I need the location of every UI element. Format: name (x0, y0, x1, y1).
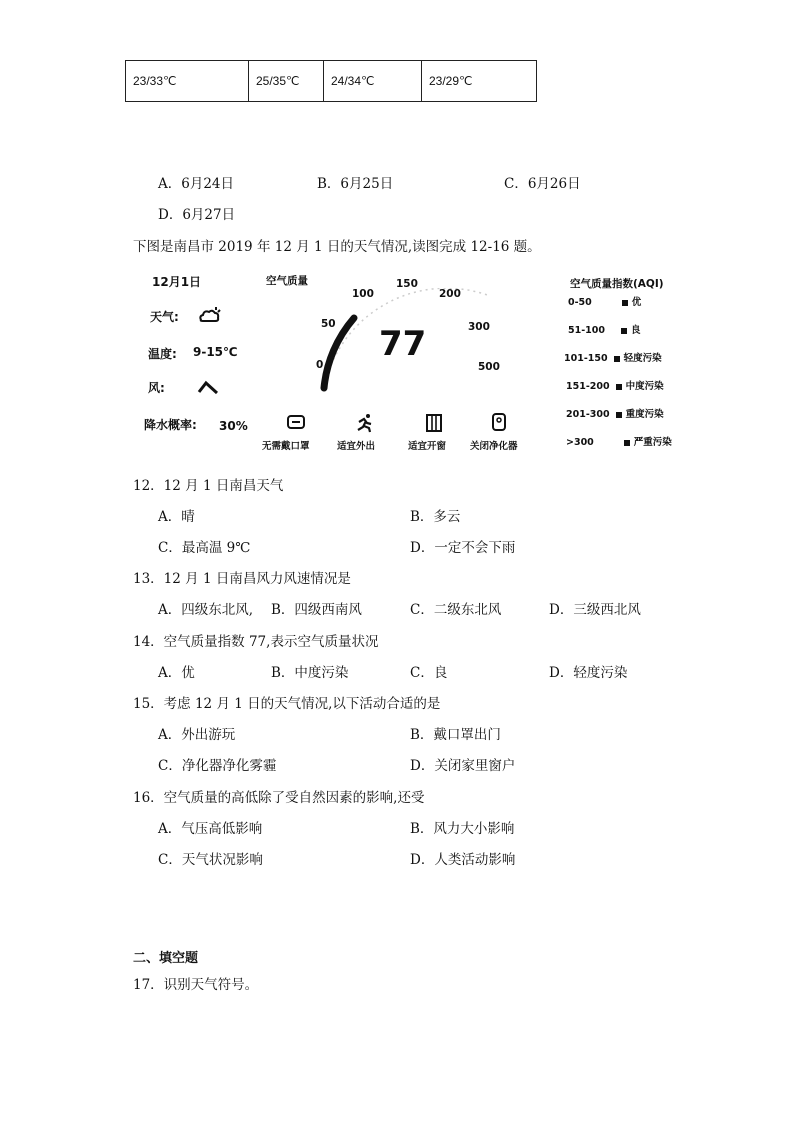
temp-label: 温度: (148, 347, 177, 361)
tip-open-window: 适宜开窗 (408, 441, 447, 452)
legend-range: 51-100 (568, 325, 605, 336)
q14-option-b: B．中度污染 (271, 665, 349, 681)
gauge-tick-150: 150 (396, 278, 418, 290)
aqi-value: 77 (379, 324, 427, 364)
legend-swatch (622, 300, 628, 306)
temp-value: 9-15℃ (193, 345, 238, 359)
q16-option-c: C．天气状况影响 (158, 852, 263, 868)
figure-intro: 下图是南昌市 2019 年 12 月 1 日的天气情况,读图完成 12-16 题。 (133, 239, 541, 255)
q13-option-d: D．三级西北风 (549, 602, 641, 618)
legend-item (566, 434, 672, 448)
q12-option-b: B．多云 (410, 509, 461, 525)
gauge-tick-300: 300 (468, 321, 490, 333)
q16-option-a: A．气压高低影响 (158, 821, 263, 837)
legend-item (568, 322, 641, 336)
q13-stem: 13．12 月 1 日南昌风力风速情况是 (133, 571, 351, 587)
precip-label: 降水概率: (144, 418, 197, 432)
q12-option-c: C．最高温 9℃ (158, 540, 251, 556)
legend-swatch (621, 328, 627, 334)
q14-stem: 14．空气质量指数 77,表示空气质量状况 (133, 634, 379, 650)
legend-item (568, 294, 641, 308)
legend-swatch (616, 412, 622, 418)
q13-option-c: C．二级东北风 (410, 602, 502, 618)
legend-range: 101-150 (564, 353, 608, 364)
wind-arrow-icon (196, 378, 220, 396)
tip-go-out: 适宜外出 (337, 441, 376, 452)
q15-option-d: D．关闭家里窗户 (410, 758, 516, 774)
aqi-legend-title: 空气质量指数(AQI) (570, 278, 664, 290)
legend-range: 201-300 (566, 409, 610, 420)
legend-swatch (624, 440, 630, 446)
q15-option-b: B．戴口罩出门 (410, 727, 501, 743)
q16-option-d: D．人类活动影响 (410, 852, 516, 868)
q11-option-a: A．6月24日 (158, 176, 235, 192)
q12-option-a: A．晴 (158, 509, 195, 525)
legend-range: 151-200 (566, 381, 610, 392)
running-person-icon (355, 413, 375, 433)
air-quality-title: 空气质量 (266, 275, 308, 287)
legend-swatch (614, 356, 620, 362)
q15-option-a: A．外出游玩 (158, 727, 236, 743)
legend-label: 轻度污染 (623, 353, 662, 364)
weather-label: 天气: (150, 310, 179, 324)
gauge-tick-200: 200 (439, 288, 461, 300)
legend-swatch (616, 384, 622, 390)
q14-option-c: C．良 (410, 665, 448, 681)
q11-option-c: C．6月26日 (504, 176, 581, 192)
legend-item (564, 350, 662, 364)
legend-label: 严重污染 (633, 437, 672, 448)
weather-figure (140, 268, 685, 458)
q11-option-d: D．6月27日 (158, 207, 236, 223)
q13-option-a: A．四级东北风, (158, 602, 254, 618)
table-row (126, 61, 537, 102)
q12-option-d: D．一定不会下雨 (410, 540, 516, 556)
q15-stem: 15．考虑 12 月 1 日的天气情况,以下活动合适的是 (133, 696, 441, 712)
table-cell: 23/33℃ (126, 61, 249, 102)
q16-option-b: B．风力大小影响 (410, 821, 515, 837)
legend-item (566, 378, 664, 392)
legend-label: 重度污染 (625, 409, 664, 420)
figure-date: 12月1日 (152, 275, 202, 289)
legend-label: 中度污染 (625, 381, 664, 392)
gauge-tick-100: 100 (352, 288, 374, 300)
window-icon (424, 413, 444, 433)
air-purifier-icon (490, 412, 508, 433)
temperature-table (125, 60, 537, 102)
table-cell: 25/35℃ (249, 61, 324, 102)
q14-option-d: D．轻度污染 (549, 665, 628, 681)
gauge-tick-50: 50 (321, 318, 336, 330)
q11-option-b: B．6月25日 (317, 176, 394, 192)
legend-range: 0-50 (568, 297, 592, 308)
tip-close-purifier: 关闭净化器 (470, 441, 518, 452)
cloudy-sun-icon (197, 304, 223, 326)
wind-label: 风: (148, 381, 165, 395)
legend-label: 优 (631, 297, 642, 308)
gauge-tick-0: 0 (316, 359, 324, 371)
q15-option-c: C．净化器净化雾霾 (158, 758, 277, 774)
legend-item (566, 406, 664, 420)
legend-range: >300 (566, 437, 594, 448)
q17-stem: 17．识别天气符号。 (133, 977, 259, 993)
mask-icon (285, 413, 307, 431)
table-cell: 23/29℃ (422, 61, 537, 102)
legend-label: 良 (631, 325, 641, 336)
gauge-tick-500: 500 (478, 361, 500, 373)
tip-no-mask: 无需戴口罩 (262, 441, 310, 452)
q14-option-a: A．优 (158, 665, 195, 681)
q16-stem: 16．空气质量的高低除了受自然因素的影响,还受 (133, 790, 425, 806)
precip-value: 30% (219, 419, 248, 433)
q12-stem: 12．12 月 1 日南昌天气 (133, 478, 284, 494)
section-heading: 二、填空题 (133, 951, 199, 966)
q13-option-b: B．四级西南风 (271, 602, 362, 618)
table-cell: 24/34℃ (324, 61, 422, 102)
